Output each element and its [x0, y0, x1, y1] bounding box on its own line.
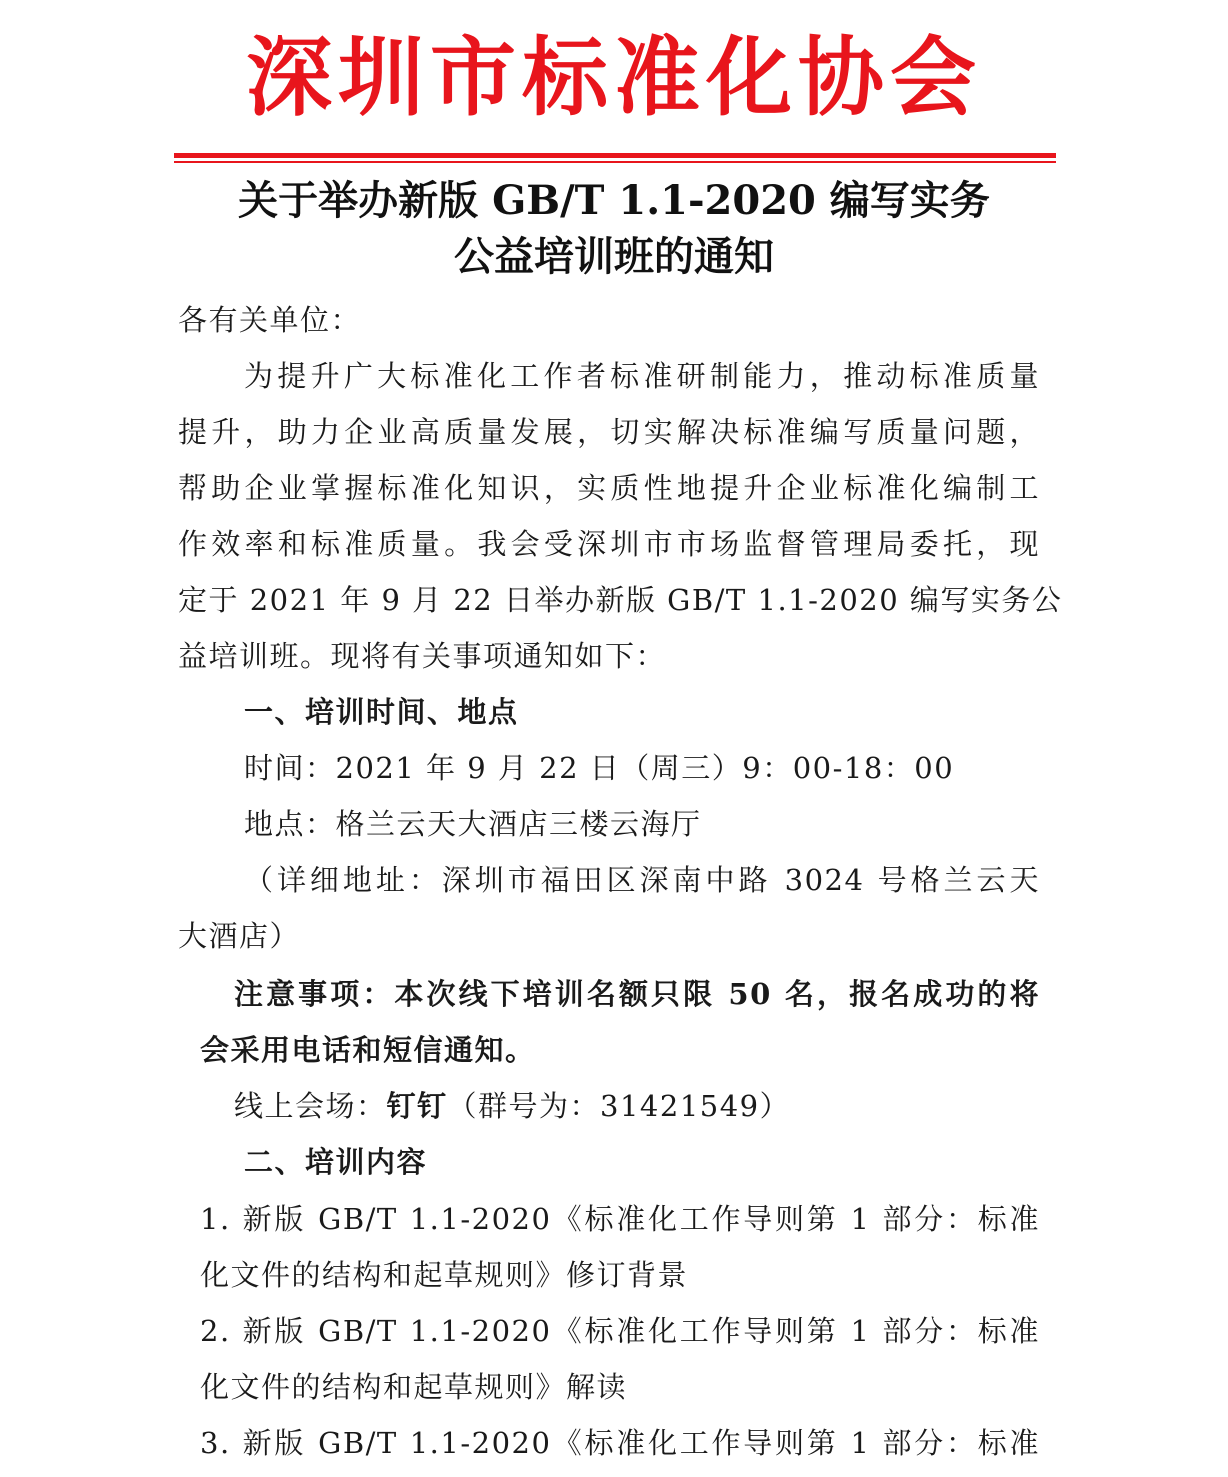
attention-note-line2: 会采用电话和短信通知。	[200, 1033, 536, 1067]
attention-note-line1: 注意事项：本次线下培训名额只限 50 名，报名成功的将	[234, 977, 1040, 1011]
online-platform: 钉钉	[386, 1089, 448, 1123]
venue-address-line2: 大酒店）	[178, 919, 301, 953]
masthead-org-name: 深圳市标准化协会	[246, 28, 982, 128]
intro-line: 帮助企业掌握标准化知识，实质性地提升企业标准化编制工	[178, 471, 1040, 505]
section1-heading: 一、培训时间、地点	[244, 695, 519, 729]
intro-line: 为提升广大标准化工作者标准研制能力，推动标准质量	[244, 359, 1040, 393]
intro-line: 定于 2021 年 9 月 22 日举办新版 GB/T 1.1-2020 编写实务公	[178, 583, 1063, 617]
online-venue-label: 线上会场：	[234, 1089, 387, 1123]
masthead-divider-thick	[174, 153, 1056, 158]
training-venue: 地点：格兰云天大酒店三楼云海厅	[244, 807, 702, 841]
training-time: 时间：2021 年 9 月 22 日（周三）9：00-18：00	[244, 751, 955, 785]
masthead-divider-thin	[174, 161, 1056, 163]
notice-title-line1: 关于举办新版 GB/T 1.1-2020 编写实务	[238, 177, 990, 224]
online-group-number: （群号为：31421549）	[447, 1089, 791, 1123]
intro-line: 作效率和标准质量。我会受深圳市市场监督管理局委托，现	[178, 527, 1040, 561]
content-item-2-line2: 化文件的结构和起草规则》解读	[200, 1370, 628, 1404]
content-item-1-line1: 1. 新版 GB/T 1.1-2020《标准化工作导则第 1 部分：标准	[200, 1202, 1040, 1236]
notice-title-line2: 公益培训班的通知	[454, 233, 774, 280]
online-venue	[234, 1086, 790, 1126]
section2-heading: 二、培训内容	[244, 1145, 428, 1179]
salutation: 各有关单位：	[178, 303, 362, 337]
intro-line: 益培训班。现将有关事项通知如下：	[178, 639, 667, 673]
content-item-2-line1: 2. 新版 GB/T 1.1-2020《标准化工作导则第 1 部分：标准	[200, 1314, 1040, 1348]
content-item-3-line1: 3. 新版 GB/T 1.1-2020《标准化工作导则第 1 部分：标准	[200, 1426, 1040, 1460]
venue-address-line1: （详细地址：深圳市福田区深南中路 3024 号格兰云天	[244, 863, 1040, 897]
content-item-1-line2: 化文件的结构和起草规则》修订背景	[200, 1258, 689, 1292]
intro-line: 提升，助力企业高质量发展，切实解决标准编写质量问题，	[178, 415, 1040, 449]
